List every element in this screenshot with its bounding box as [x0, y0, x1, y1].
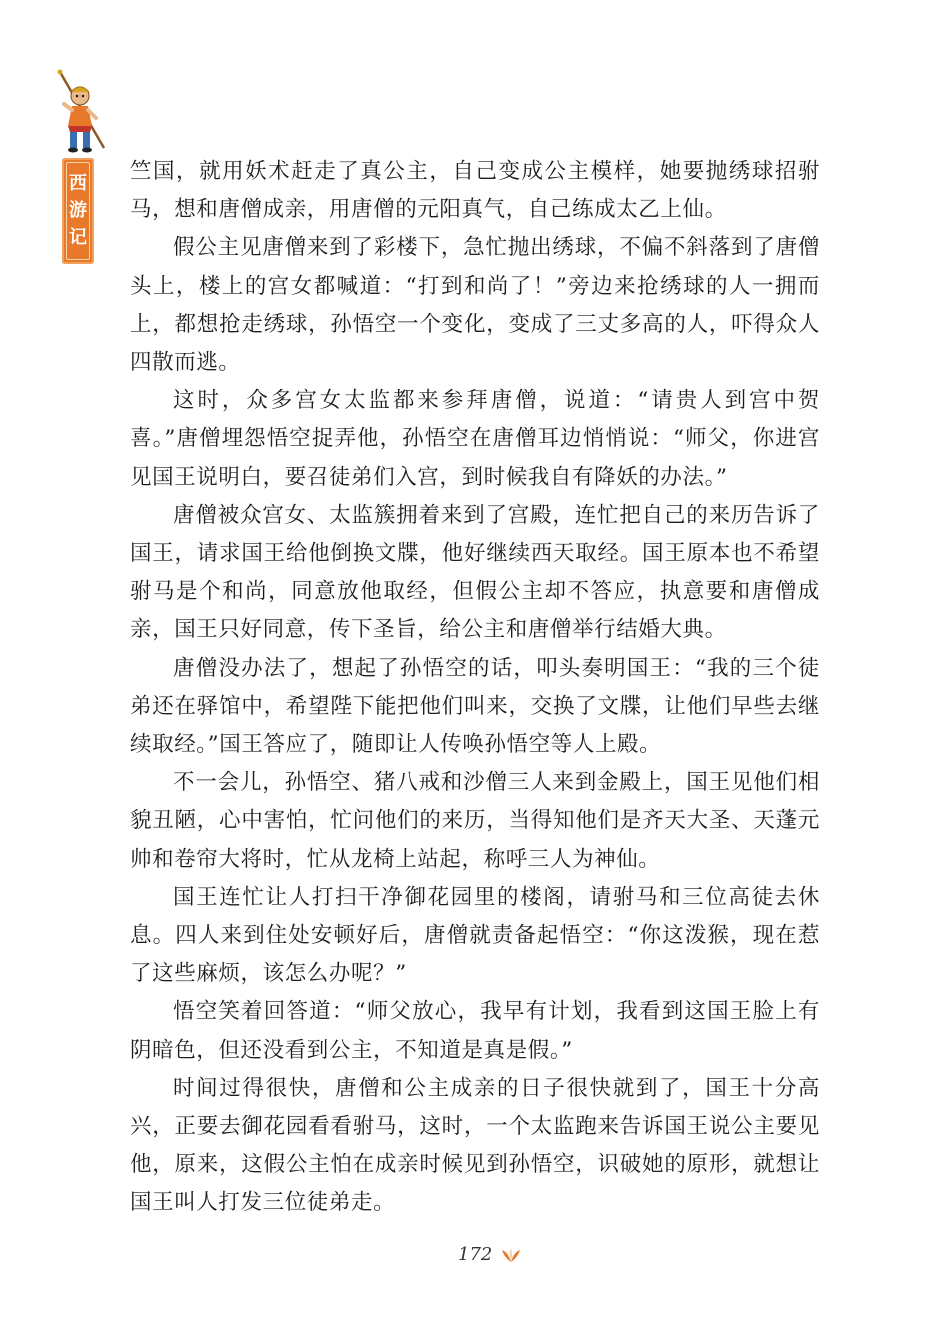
- paragraph: 悟空笑着回答道：“师父放心，我早有计划，我看到这国王脸上有阴暗色，但还没看到公主，不知道是真是假。”: [130, 999, 820, 1063]
- monkey-king-icon: [52, 68, 112, 156]
- paragraph: 竺国，就用妖术赶走了真公主，自己变成公主模样，她要抛绣球招驸马，想和唐僧成亲，用唐僧的元阳真气，自己练成太乙上仙。: [130, 159, 820, 223]
- paragraph: 这时，众多宫女太监都来参拜唐僧，说道：“请贵人到宫中贺喜。”唐僧埋怨悟空捉弄他，孙悟空在唐僧耳边悄悄说：“师父，你进宫见国王说明白，要召徒弟们入宫，到时候我自有降妖的办法。”: [130, 388, 820, 490]
- book-title-char: 西: [69, 173, 87, 194]
- page-text: [130, 153, 820, 1223]
- paragraph: 不一会儿，孙悟空、猪八戒和沙僧三人来到金殿上，国王见他们相貌丑陋，心中害怕，忙问他们的来历，当得知他们是齐天大圣、天蓬元帅和卷帘大将时，忙从龙椅上站起，称呼三人为神仙。: [130, 770, 820, 872]
- book-title-char: 游: [69, 200, 87, 221]
- paragraph: 唐僧被众宫女、太监簇拥着来到了宫殿，连忙把自己的来历告诉了国王，请求国王给他倒换文牒，他好继续西天取经。国王原本也不希望驸马是个和尚，同意放他取经，但假公主却不答应，执意要和唐僧成亲，国王只好同意，传下圣旨，给公主和唐僧举行结婚大典。: [130, 502, 820, 643]
- book-title-char: 记: [69, 227, 87, 248]
- book-title-tab: [62, 158, 94, 264]
- paragraph: 唐僧没办法了，想起了孙悟空的话，叩头奏明国王：“我的三个徒弟还在驿馆中，希望陛下能把他们叫来，交换了文牒，让他们早些去继续取经。”国王答应了，随即让人传唤孙悟空等人上殿。: [130, 655, 820, 758]
- page-number: 172: [458, 1244, 493, 1265]
- paragraph: 假公主见唐僧来到了彩楼下，急忙抛出绣球，不偏不斜落到了唐僧头上，楼上的宫女都喊道：“打到和尚了！”旁边来抢绣球的人一拥而上，都想抢走绣球，孙悟空一个变化，变成了三丈多高的人，吓得众人四散而逃。: [130, 235, 820, 376]
- paragraph: 时间过得很快，唐僧和公主成亲的日子很快就到了，国王十分高兴，正要去御花园看看驸马，这时，一个太监跑来告诉国王说公主要见他，原来，这假公主怕在成亲时候见到孙悟空，识破她的原形，就想让国王叫人打发三位徒弟走。: [130, 1075, 820, 1216]
- leaf-ornament-icon: [500, 1247, 522, 1263]
- paragraph: 国王连忙让人打扫干净御花园里的楼阁，请驸马和三位高徒去休息。四人来到住处安顿好后，唐僧就责备起悟空：“你这泼猴，现在惹了这些麻烦，该怎么办呢？”: [130, 884, 820, 987]
